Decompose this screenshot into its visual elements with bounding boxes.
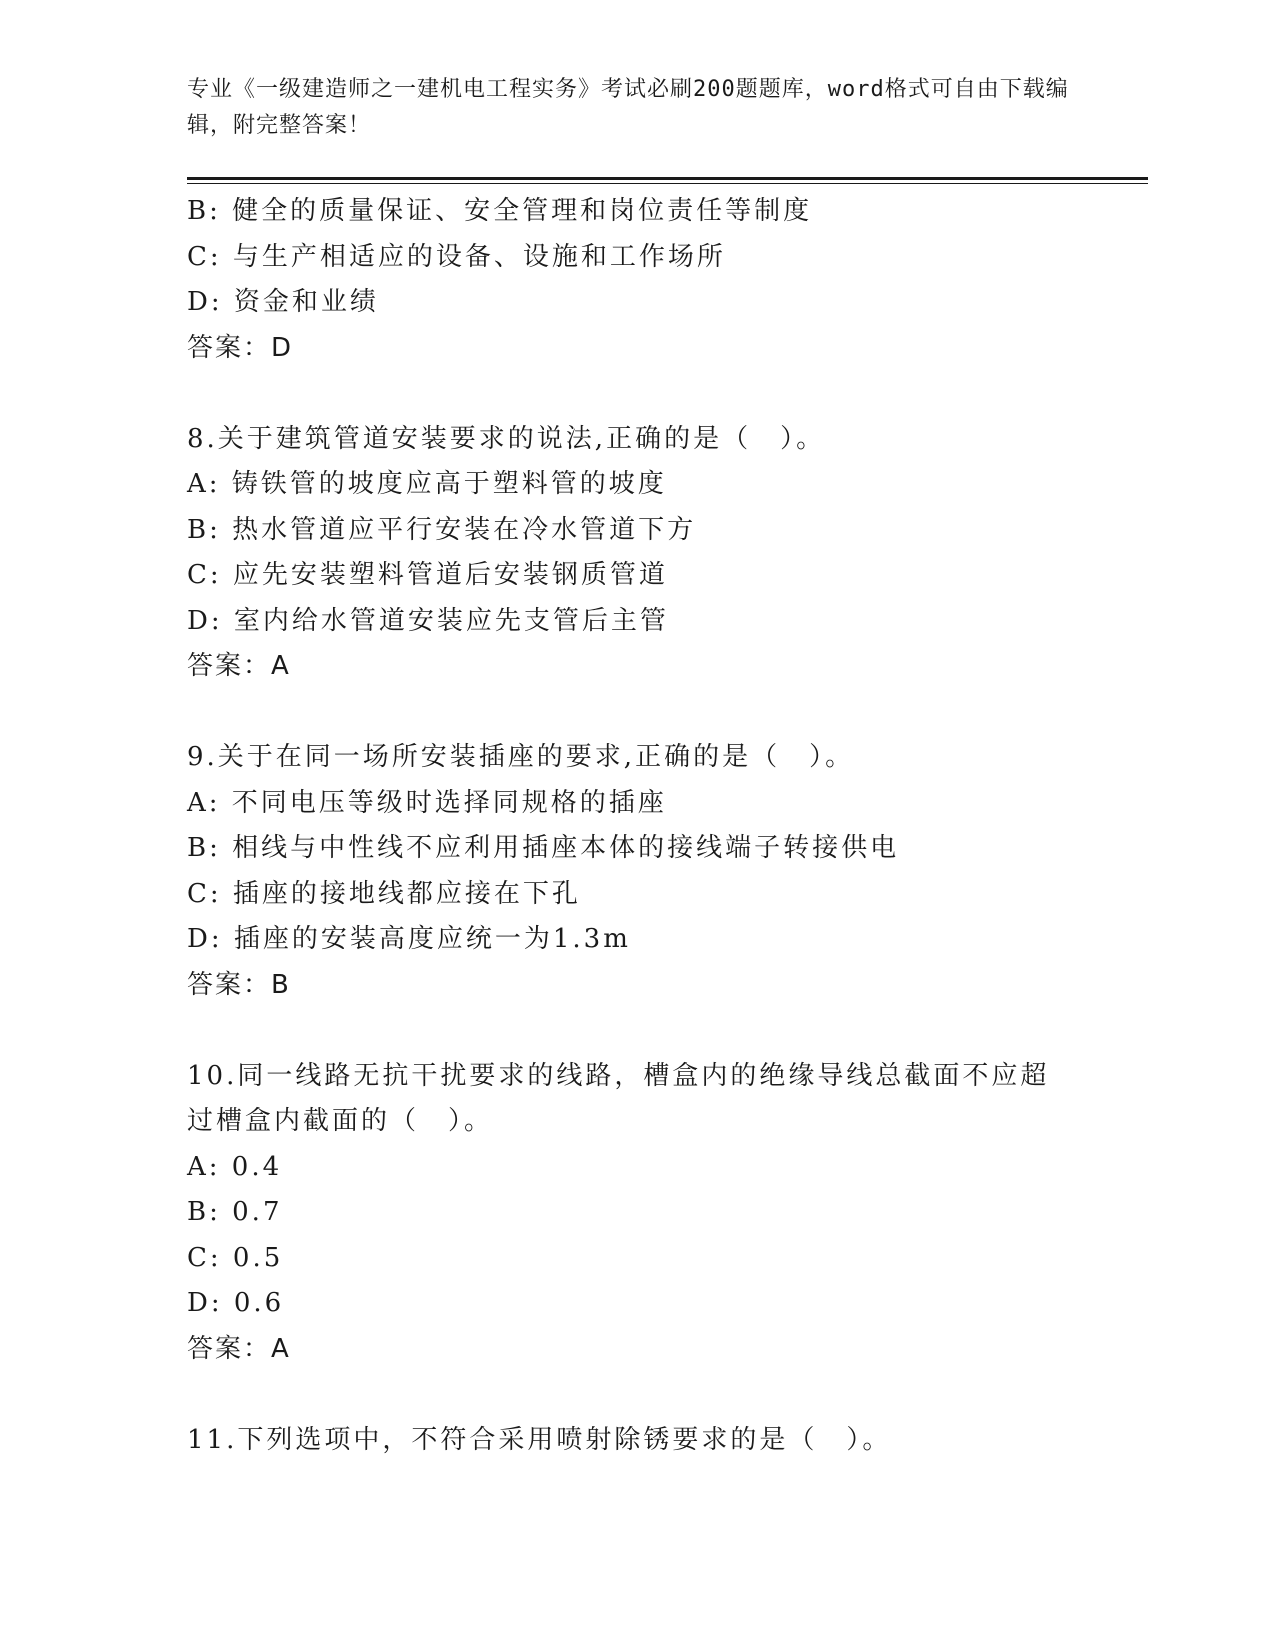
q10-question: 10.同一线路无抗干扰要求的线路，槽盒内的绝缘导线总截面不应超过槽盒内截面的（ ）。 <box>187 1060 1050 1136</box>
q8-option-d: D: 室内给水管道安装应先支管后主管 <box>187 605 669 636</box>
q11-question: 11.下列选项中，不符合采用喷射除锈要求的是（ ）。 <box>187 1424 892 1455</box>
q7-option-d: D: 资金和业绩 <box>187 287 379 317</box>
question-10-block <box>187 1054 1087 1373</box>
q9-option-a: A: 不同电压等级时选择同规格的插座 <box>187 787 667 818</box>
q8-answer: 答案：A <box>187 651 291 681</box>
q8-option-c: C: 应先安装塑料管道后安装钢质管道 <box>187 560 668 590</box>
document-body <box>187 189 1087 1463</box>
q9-option-b: B: 相线与中性线不应利用插座本体的接线端子转接供电 <box>187 833 900 863</box>
q9-question: 9.关于在同一场所安装插座的要求,正确的是（ ）。 <box>187 742 855 772</box>
document-header <box>187 72 1087 144</box>
q7-option-b: B: 健全的质量保证、安全管理和岗位责任等制度 <box>187 196 813 226</box>
q9-answer: 答案：B <box>187 969 291 1000</box>
q7-option-c: C: 与生产相适应的设备、设施和工作场所 <box>187 241 726 272</box>
q10-option-d: D: 0.6 <box>187 1288 285 1318</box>
spacer <box>187 1008 1087 1054</box>
q8-question: 8.关于建筑管道安装要求的说法,正确的是（ ）。 <box>187 423 826 454</box>
q7-answer: 答案：D <box>187 332 294 363</box>
q8-option-b: B: 热水管道应平行安装在冷水管道下方 <box>187 514 697 545</box>
q10-option-b: B: 0.7 <box>187 1197 283 1227</box>
question-9-block <box>187 735 1087 1008</box>
header-rule-thin <box>187 183 1148 184</box>
q8-option-a: A: 铸铁管的坡度应高于塑料管的坡度 <box>187 469 667 499</box>
q10-answer: 答案：A <box>187 1333 291 1364</box>
question-7-block <box>187 189 1087 371</box>
q10-option-c: C: 0.5 <box>187 1242 284 1273</box>
spacer <box>187 371 1087 417</box>
question-8-block <box>187 417 1087 690</box>
q9-option-c: C: 插座的接地线都应接在下孔 <box>187 878 581 909</box>
header-text: 专业《一级建造师之一建机电工程实务》考试必刷200题题库，word格式可自由下载编辑，附完整答案！ <box>187 77 1069 138</box>
q10-option-a: A: 0.4 <box>187 1151 283 1182</box>
spacer <box>187 690 1087 736</box>
header-rule-thick <box>187 177 1148 180</box>
spacer <box>187 1372 1087 1418</box>
question-11-block <box>187 1418 1087 1464</box>
q9-option-d: D: 插座的安装高度应统一为1.3m <box>187 924 631 954</box>
